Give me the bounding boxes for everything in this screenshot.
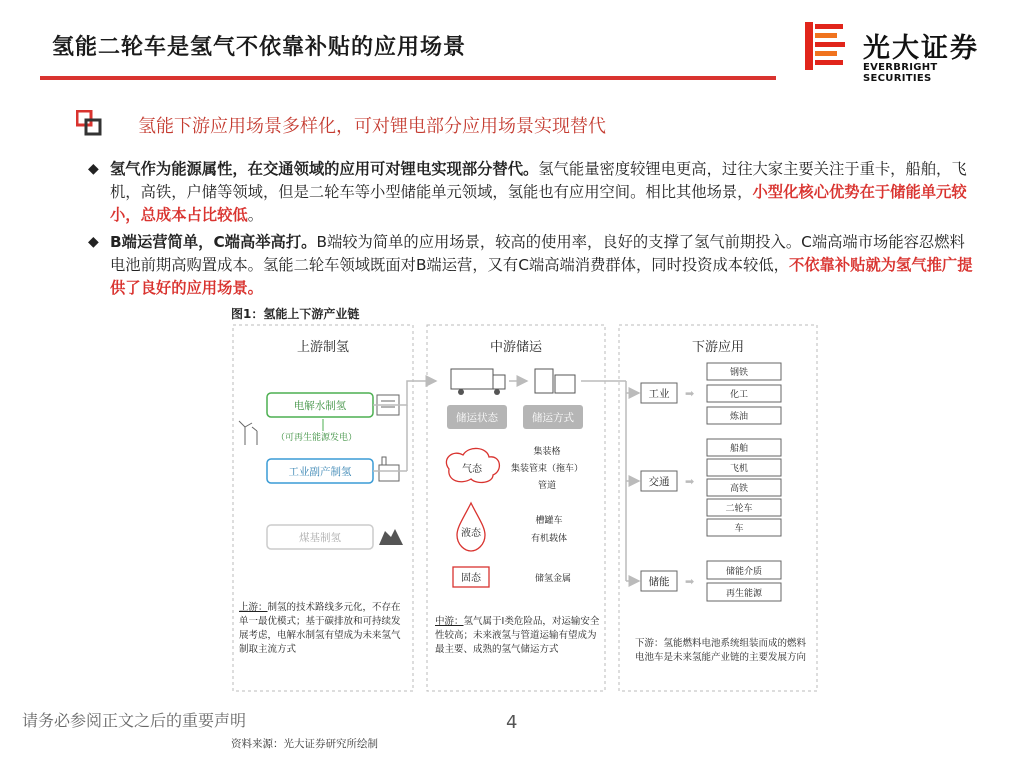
liquid-method-item: 有机载体 [530,534,568,544]
industry-items [707,363,781,424]
source-note: 资料来源：光大证券研究所绘制 [231,738,378,750]
everbright-logo-icon [805,22,847,70]
downstream-note: 下游：氢能燃料电池系统组装而成的燃料电池车是未来氢能产业链的主要发展方向 [635,638,807,663]
industry-label: 工业 [648,388,670,400]
diamond-bullet-icon: ◆ [88,234,99,250]
midstream-note: 中游：氢气属于Ⅰ类危险品，对运输安全性较高；未来液氢与管道运输有望成为最主要、成熟的氢气储运方式 [435,616,600,655]
transport-item: 车 [734,524,744,534]
gas-method-item: 集装管束（拖车） [510,464,584,474]
transport-item: 二轮车 [725,504,753,514]
industry-item: 炼油 [729,412,749,422]
coal-pile-icon [379,529,403,545]
coal-label: 煤基制氢 [299,532,341,544]
transport-label: 交通 [648,476,670,488]
bullet-paragraph [88,231,978,300]
bullet-text: B端较为简单的应用场景，较高的使用率，良好的支撑了氢气前期投入。C端高端市场能容忍燃料电池前期高购置成本。氢能二轮车领域既面对B端运营，又有C端高端消费群体，同时投资成本较低， [110,233,965,274]
renewable-power-label: （可再生能源发电） [276,433,358,443]
bullet-lead: B端运营简单，C端高举高打。 [110,233,317,251]
liquid-label: 液态 [461,528,481,539]
factory-icon [379,457,399,481]
bullet-highlight: 不依靠补贴就为氢气推广提供了良好的应用场景。 [110,256,973,297]
storage-method-label: 储运方式 [532,412,574,424]
page-title: 氢能二轮车是氢气不依靠补贴的应用场景 [52,35,467,60]
byproduct-label: 工业副产制氢 [288,466,352,478]
svg-text:➡: ➡ [685,475,695,488]
industry-item: 化工 [729,390,749,400]
hydrogen-value-chain-diagram [231,323,821,695]
gas-label: 气态 [462,464,482,475]
bullet-tail: 。 [247,206,263,224]
industry-item: 钢铁 [729,368,749,378]
bullet-paragraph [88,158,978,227]
gas-method-item: 管道 [537,481,557,491]
upstream-note: 上游：制氢的技术路线多元化，不存在单一最优模式；基于碳排放和可持续发展考虑，电解水制氢有望成为未来氢气制取主流方式 [239,602,401,655]
title-underline [40,76,776,80]
electrolysis-label: 电解水制氢 [293,400,347,412]
solid-method-item: 储氢金属 [534,574,572,584]
figure-caption: 图1：氢能上下游产业链 [231,307,360,321]
storage-item: 储能介质 [725,567,763,577]
storage-items [707,561,781,601]
midstream-header: 中游储运 [489,340,543,355]
transport-items [707,439,781,536]
storage-tank-icon [535,369,575,393]
wind-turbine-icon [239,421,257,445]
diamond-bullet-icon: ◆ [88,161,99,177]
section-heading: 氢能下游应用场景多样化，可对锂电部分应用场景实现替代 [138,116,606,137]
energy-storage-label: 储能 [648,576,670,588]
bullet-lead: 氢气作为能源属性，在交通领域的应用可对锂电实现部分替代。 [110,160,539,178]
gas-method-item: 集装格 [533,447,561,457]
svg-text:➡: ➡ [685,575,695,588]
liquid-method-item: 槽罐车 [535,516,563,526]
svg-text:➡: ➡ [685,387,695,400]
bullet-text: 氢气能量密度较锂电更高，过往大家主要关注于重卡，船舶，飞机，高铁，户储等领域，但是二轮车等小型储能单元领域，氢能也有应用空间。相比其他场景， [110,160,967,201]
solid-label: 固态 [461,573,481,584]
storage-status-label: 储运状态 [456,412,498,424]
brand-name-cn: 光大证券 [863,33,979,64]
liquid-drop-icon [457,503,485,551]
disclaimer-note: 请务必参阅正文之后的重要声明 [22,711,247,730]
brand-name-en: EVERBRIGHT SECURITIES [863,62,938,84]
downstream-header: 下游应用 [691,340,745,355]
transport-item: 飞机 [729,464,749,474]
transport-item: 船舶 [729,444,749,454]
brand-logo [805,18,1005,84]
truck-icon [451,369,505,395]
section-marker-icon [76,110,102,136]
page-number: 4 [506,712,518,733]
transport-item: 高铁 [729,484,749,494]
bullet-highlight: 小型化核心优势在于储能单元较小，总成本占比较低 [110,183,967,224]
upstream-header: 上游制氢 [296,340,350,355]
storage-item: 再生能源 [725,589,763,599]
